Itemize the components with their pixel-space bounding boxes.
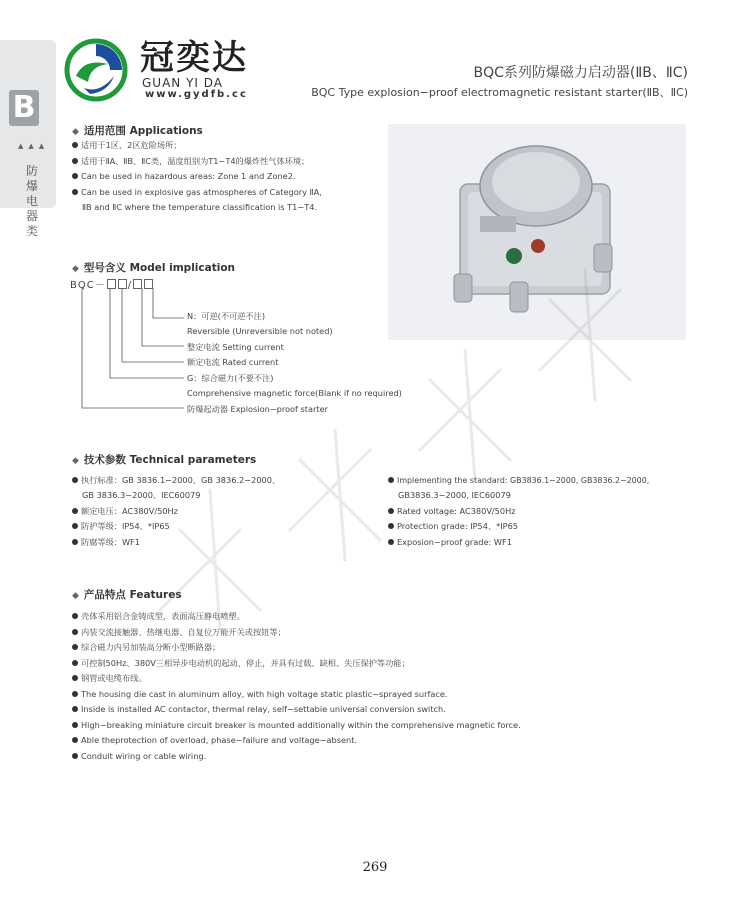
model-label-setting-current: 整定电流 Setting current bbox=[187, 342, 284, 352]
category-letter: B bbox=[9, 90, 39, 126]
page-number: 269 bbox=[362, 860, 388, 875]
list-item: 防护等级：IP54、*IP65 bbox=[72, 520, 170, 533]
list-item: Protection grade: IP54、*IP65 bbox=[388, 520, 518, 533]
model-heading: ◆ 型号含义 Model implication bbox=[72, 262, 236, 274]
diamond-bullet-icon: ◆ bbox=[72, 456, 79, 466]
list-item: 适用于ⅡA、ⅡB、ⅡC类，温度组别为T1−T4的爆炸性气体环境； bbox=[72, 155, 309, 168]
list-item-continuation: ⅡB and ⅡC where the temperature classification is T1−T4. bbox=[82, 202, 318, 212]
explosion-proof-starter-image bbox=[388, 124, 686, 340]
list-item: 综合磁力内另加装高分断小型断路器； bbox=[72, 641, 220, 654]
list-item: Can be used in explosive gas atmospheres of Category ⅡA, bbox=[72, 186, 322, 199]
tab-dots-decoration: ▲▲▲ bbox=[18, 142, 50, 150]
list-item: Exposion−proof grade: WF1 bbox=[388, 536, 512, 549]
list-item: 钢管或电缆布线。 bbox=[72, 672, 147, 685]
list-item: 适用于1区、2区危险场所； bbox=[72, 139, 181, 152]
applications-heading: ◆ 适用范围 Applications bbox=[72, 125, 203, 137]
list-item: 可控制50Hz、380V三相异步电动机的起动、停止，并具有过载、缺相、失压保护等功能； bbox=[72, 657, 410, 670]
diamond-bullet-icon: ◆ bbox=[72, 591, 79, 601]
list-item: 壳体采用铝合金铸成型，表面高压静电喷塑。 bbox=[72, 610, 245, 623]
list-item: 额定电压：AC380V/50Hz bbox=[72, 505, 178, 518]
model-label-n-en: Reversible (Unreversible not noted) bbox=[187, 326, 333, 336]
diamond-bullet-icon: ◆ bbox=[72, 264, 79, 274]
model-code: BQC－ / bbox=[70, 276, 154, 291]
list-item: 防腐等级：WF1 bbox=[72, 536, 140, 549]
list-item: Conduit wiring or cable wiring. bbox=[72, 750, 206, 763]
list-item: Implementing the standard: GB3836.1−2000, GB3836.2−2000, bbox=[388, 474, 649, 487]
diamond-bullet-icon: ◆ bbox=[72, 127, 79, 137]
model-label-starter: 防爆起动器 Explosion−proof starter bbox=[187, 404, 328, 414]
list-item: 内装交流接触器、热继电器、自复位万能开关或按钮等； bbox=[72, 626, 286, 639]
list-item: Inside is installed AC contactor, thermal relay, self−settabie universal conversion switch. bbox=[72, 703, 446, 716]
page-title-en: BQC Type explosion−proof electromagnetic resistant starter(ⅡB、ⅡC) bbox=[311, 86, 688, 99]
model-label-g-en: Comprehensive magnetic force(Blank if no required) bbox=[187, 388, 402, 398]
list-item: Rated voltage: AC380V/50Hz bbox=[388, 505, 516, 518]
model-label-g: G：综合磁力(不要不注) bbox=[187, 373, 274, 383]
list-item-continuation: GB3836.3−2000, IEC60079 bbox=[398, 490, 511, 500]
category-tab bbox=[0, 40, 56, 238]
page-title-cn: BQC系列防爆磁力启动器(ⅡB、ⅡC) bbox=[473, 65, 688, 81]
list-item: The housing die cast in aluminum alloy, with high voltage static plastic−sprayed surface. bbox=[72, 688, 448, 701]
model-label-n: N：可逆(不可逆不注) bbox=[187, 311, 266, 321]
brand-name-en: GUAN YI DA bbox=[142, 76, 224, 90]
brand-name-cn: 冠奕达 bbox=[140, 38, 248, 78]
category-label: 防爆电器类 bbox=[26, 164, 39, 238]
product-photo bbox=[388, 124, 686, 340]
list-item: High−breaking miniature circuit breaker is mounted additionally within the comprehensive magnetic force. bbox=[72, 719, 521, 732]
brand-logo-icon bbox=[64, 38, 128, 102]
list-item-continuation: GB 3836.3−2000、IEC60079 bbox=[82, 490, 201, 500]
features-heading: ◆ 产品特点 Features bbox=[72, 589, 182, 601]
list-item: 执行标准：GB 3836.1−2000、GB 3836.2−2000、 bbox=[72, 474, 280, 487]
list-item: Able theprotection of overload, phase−failure and voltage−absent. bbox=[72, 734, 357, 747]
model-label-rated-current: 额定电流 Rated current bbox=[187, 357, 279, 367]
brand-url: www.gydfb.cc bbox=[145, 89, 248, 100]
list-item: Can be used in hazardous areas: Zone 1 and Zone2. bbox=[72, 170, 296, 183]
technical-heading: ◆ 技术参数 Technical parameters bbox=[72, 454, 257, 466]
